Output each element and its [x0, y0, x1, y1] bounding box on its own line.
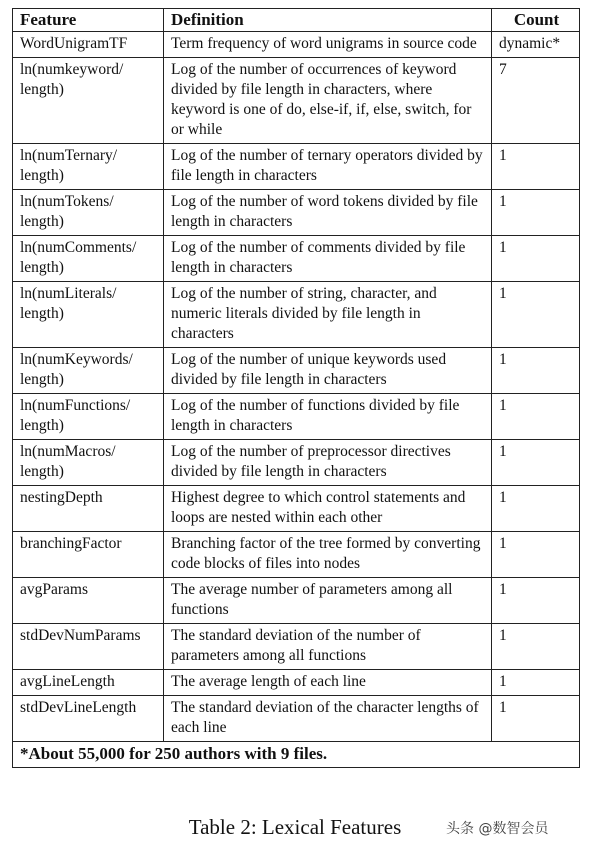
feature-cell: ln(numComments/ length) — [13, 236, 164, 282]
watermark-text: 头条 @数智会员 — [446, 821, 549, 837]
table-header-row — [13, 9, 580, 32]
definition-cell: The standard deviation of the number of parameters among all functions — [164, 624, 492, 670]
table-row — [13, 144, 580, 190]
definition-cell: The average length of each line — [164, 670, 492, 696]
feature-cell: ln(numTokens/ length) — [13, 190, 164, 236]
definition-cell: Log of the number of string, character, and numeric literals divided by file length in characters — [164, 282, 492, 348]
count-cell: 1 — [492, 282, 580, 348]
feature-cell: nestingDepth — [13, 486, 164, 532]
table-row — [13, 440, 580, 486]
table-row — [13, 394, 580, 440]
count-cell: 7 — [492, 58, 580, 144]
feature-cell: stdDevLineLength — [13, 696, 164, 742]
feature-cell: ln(numTernary/ length) — [13, 144, 164, 190]
definition-cell: The average number of parameters among all functions — [164, 578, 492, 624]
count-cell: 1 — [492, 236, 580, 282]
feature-cell: stdDevNumParams — [13, 624, 164, 670]
table-row — [13, 532, 580, 578]
table-caption: Table 2: Lexical Features — [188, 815, 402, 839]
feature-cell: ln(numKeywords/ length) — [13, 348, 164, 394]
count-cell: 1 — [492, 624, 580, 670]
table-row — [13, 670, 580, 696]
feature-cell: WordUnigramTF — [13, 32, 164, 58]
table-row — [13, 578, 580, 624]
count-cell: 1 — [492, 696, 580, 742]
feature-cell: ln(numLiterals/ length) — [13, 282, 164, 348]
table-row — [13, 32, 580, 58]
lexical-features-table — [12, 8, 580, 768]
table-row — [13, 58, 580, 144]
table-row — [13, 696, 580, 742]
count-cell: 1 — [492, 578, 580, 624]
feature-cell: branchingFactor — [13, 532, 164, 578]
count-cell: 1 — [492, 486, 580, 532]
definition-cell: Log of the number of comments divided by file length in characters — [164, 236, 492, 282]
table-row — [13, 190, 580, 236]
feature-cell: ln(numMacros/ length) — [13, 440, 164, 486]
definition-cell: Highest degree to which control statements and loops are nested within each other — [164, 486, 492, 532]
count-cell: 1 — [492, 532, 580, 578]
feature-cell: avgParams — [13, 578, 164, 624]
definition-cell: Term frequency of word unigrams in source code — [164, 32, 492, 58]
table-row — [13, 486, 580, 532]
definition-cell: Log of the number of word tokens divided by file length in characters — [164, 190, 492, 236]
table-footnote-row — [13, 742, 580, 768]
feature-cell: ln(numkeyword/ length) — [13, 58, 164, 144]
count-cell: 1 — [492, 190, 580, 236]
definition-cell: Log of the number of preprocessor directives divided by file length in characters — [164, 440, 492, 486]
feature-cell: ln(numFunctions/ length) — [13, 394, 164, 440]
definition-cell: Log of the number of ternary operators divided by file length in characters — [164, 144, 492, 190]
count-cell: 1 — [492, 144, 580, 190]
definition-cell: Log of the number of functions divided by file length in characters — [164, 394, 492, 440]
definition-cell: The standard deviation of the character lengths of each line — [164, 696, 492, 742]
table-footnote: *About 55,000 for 250 authors with 9 files. — [13, 742, 580, 768]
definition-cell: Branching factor of the tree formed by converting code blocks of files into nodes — [164, 532, 492, 578]
definition-cell: Log of the number of occurrences of keyword divided by file length in characters, where keyword is one of do, else-if, if, else, switch, for or while — [164, 58, 492, 144]
count-cell: dynamic* — [492, 32, 580, 58]
header-count: Count — [492, 9, 580, 32]
header-definition: Definition — [164, 9, 492, 32]
definition-cell: Log of the number of unique keywords used divided by file length in characters — [164, 348, 492, 394]
count-cell: 1 — [492, 670, 580, 696]
header-feature: Feature — [13, 9, 164, 32]
table-row — [13, 282, 580, 348]
count-cell: 1 — [492, 348, 580, 394]
table-row — [13, 236, 580, 282]
table-row — [13, 348, 580, 394]
feature-cell: avgLineLength — [13, 670, 164, 696]
table-row — [13, 624, 580, 670]
count-cell: 1 — [492, 440, 580, 486]
count-cell: 1 — [492, 394, 580, 440]
table-body — [13, 32, 580, 742]
